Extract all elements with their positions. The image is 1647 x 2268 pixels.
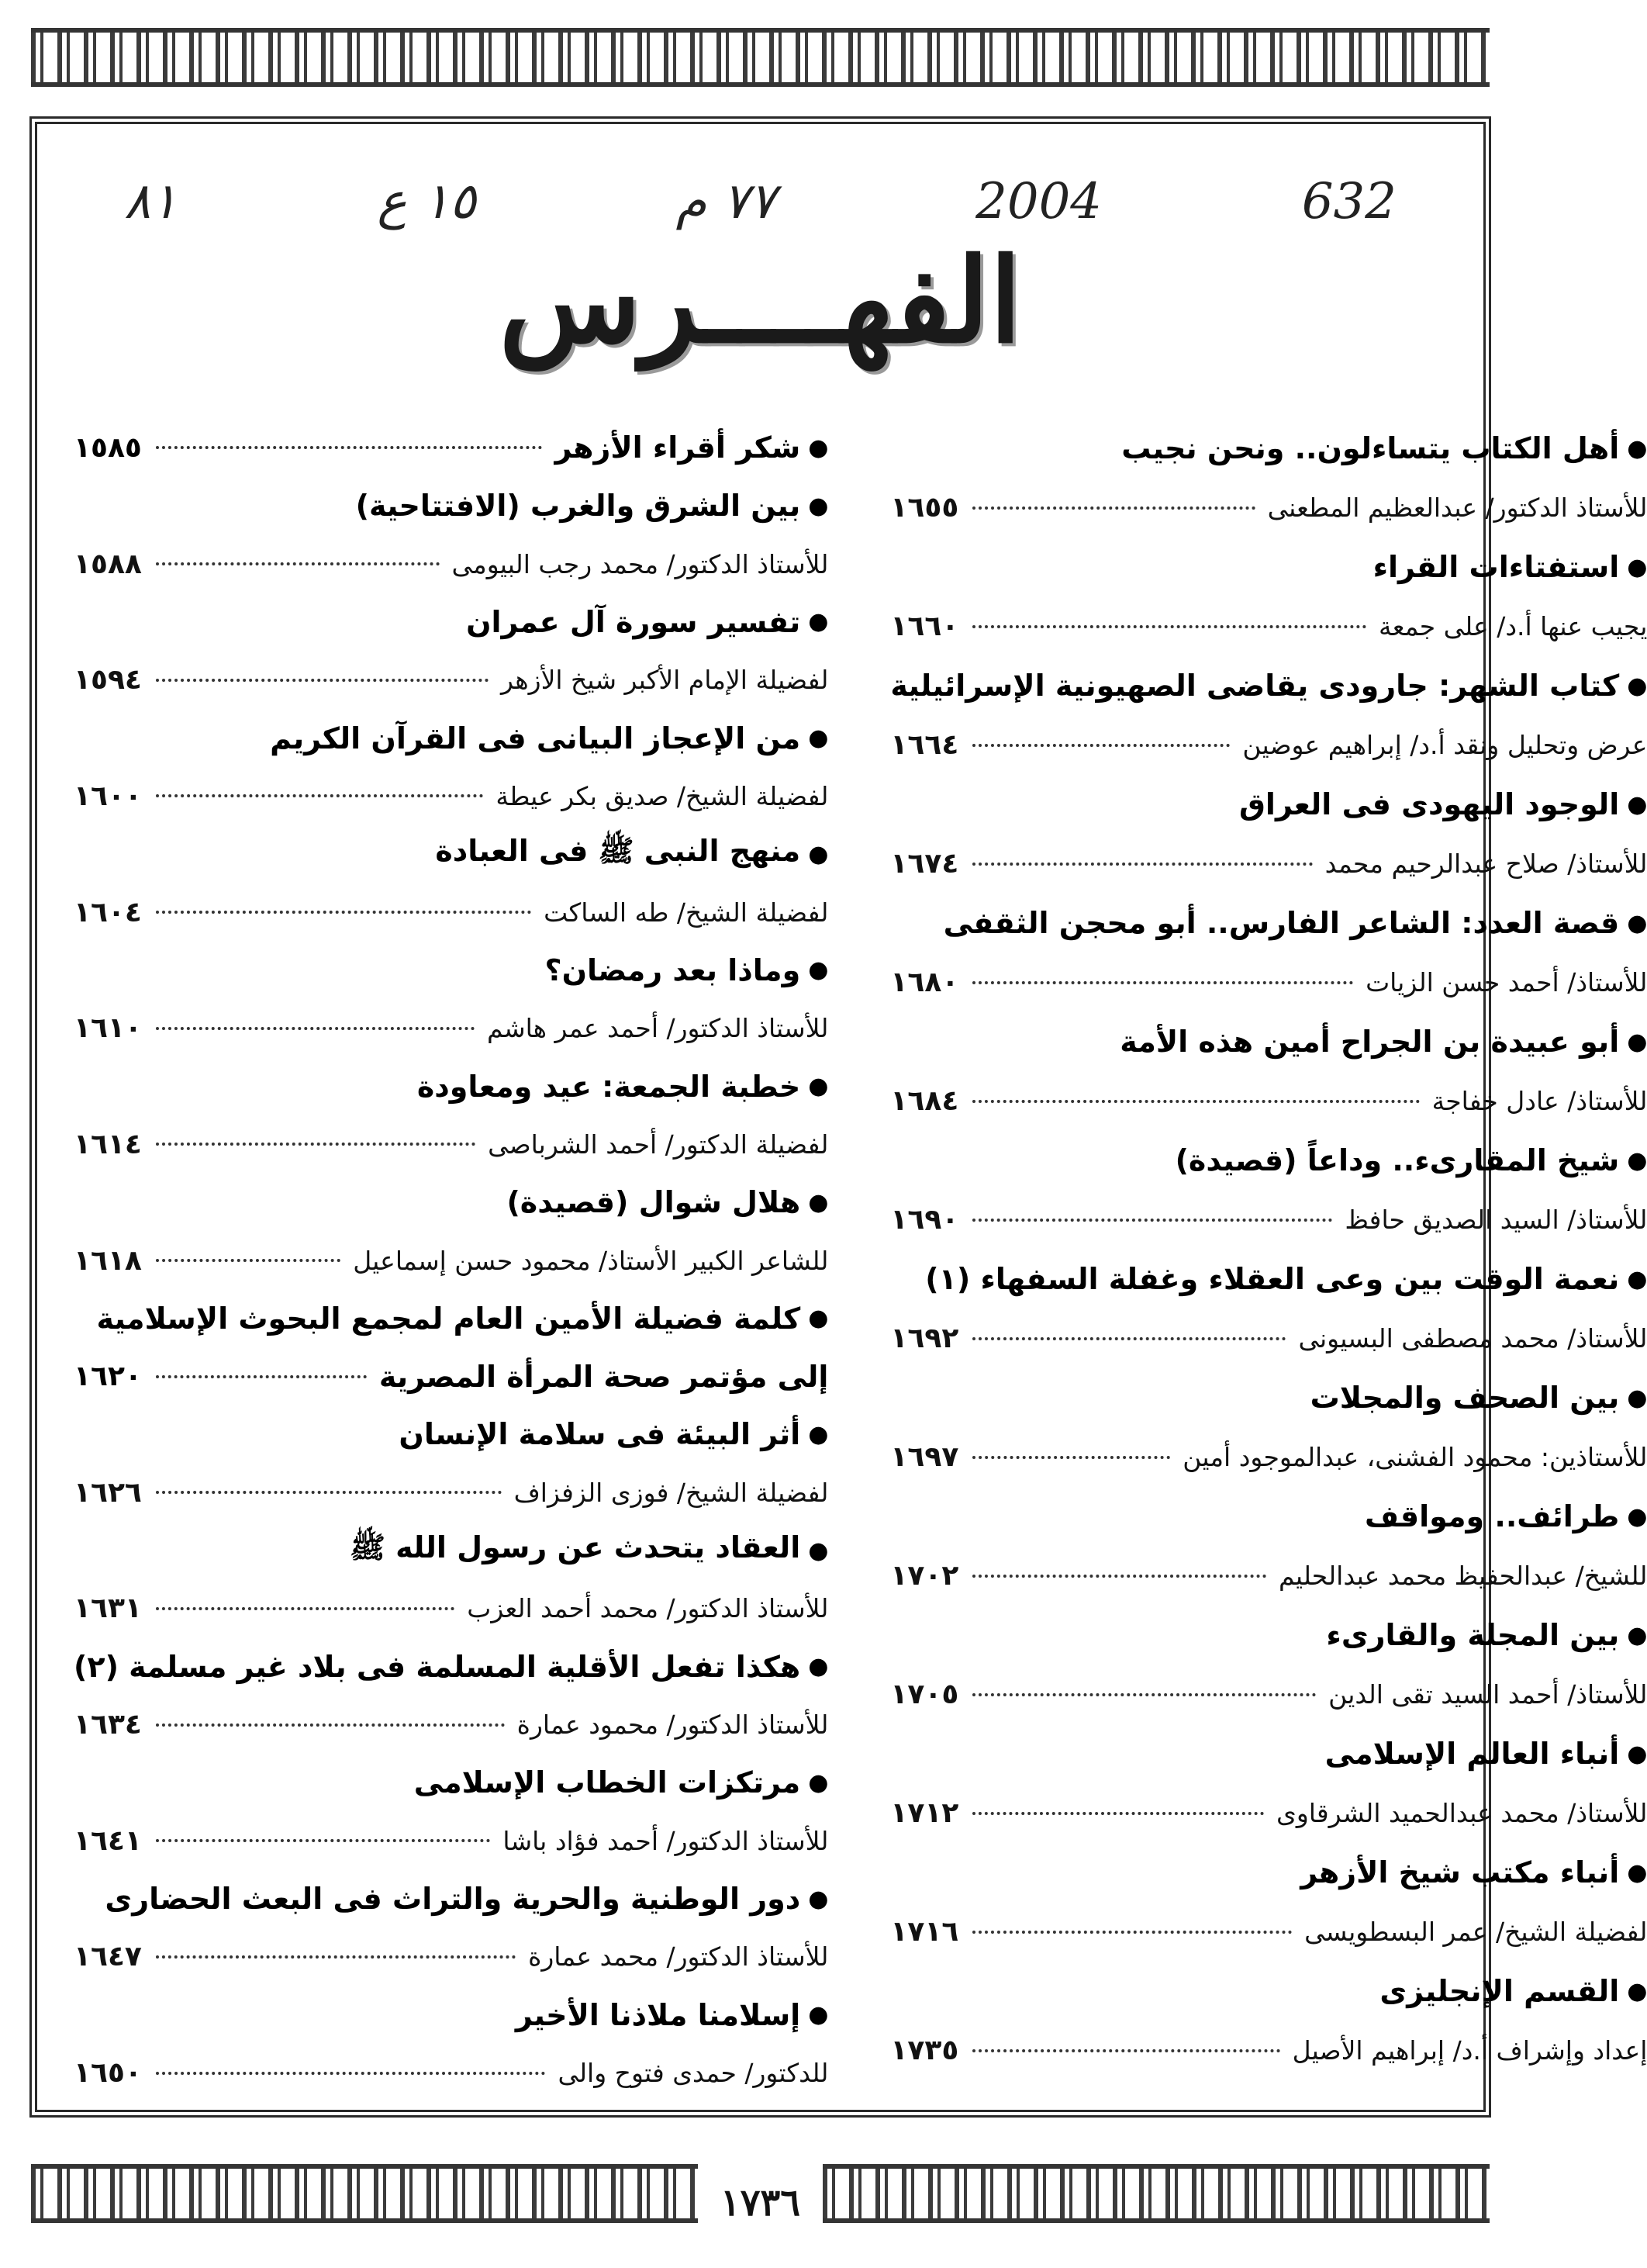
leader-dots — [156, 1839, 490, 1842]
toc-entry-text: إلى مؤتمر صحة المرأة المصرية — [378, 1359, 829, 1394]
bullet-icon: ● — [1627, 1028, 1647, 1056]
toc-entry-text: طرائف.. ومواقف — [1365, 1499, 1620, 1534]
toc-entry-title — [74, 1522, 828, 1580]
toc-entry-title — [74, 477, 828, 535]
toc-page-number: ١٦٠٤ — [74, 896, 142, 928]
toc-entry-text: من الإعجاز البيانى فى القرآن الكريم — [270, 721, 801, 755]
toc-entry-title — [74, 1174, 828, 1232]
leader-dots — [972, 1100, 1419, 1103]
toc-entry-title — [890, 1131, 1647, 1191]
toc-entry-text: كتاب الشهر: جارودى يقاضى الصهيونية الإسرائيلية — [890, 669, 1620, 704]
bullet-icon: ● — [1627, 434, 1647, 462]
toc-page-number: ١٦١٠ — [74, 1012, 142, 1045]
toc-entry-author — [890, 1191, 1647, 1250]
toc-entry-title — [890, 1368, 1647, 1428]
toc-page-number: ١٦٦٤ — [890, 729, 959, 762]
bullet-icon: ● — [1627, 1977, 1647, 2005]
toc-page-number: ١٦٥٥ — [890, 492, 959, 524]
bullet-icon: ● — [808, 1305, 829, 1333]
bullet-icon: ● — [808, 1073, 829, 1101]
bullet-icon: ● — [808, 1188, 829, 1216]
handwritten-notes — [124, 163, 1397, 240]
toc-entry-author — [890, 479, 1647, 538]
toc-page-number: ١٧١٢ — [890, 1797, 959, 1830]
toc-entry-text: للأستاذ الدكتور/ محمد رجب البيومى — [451, 548, 829, 579]
toc-entry-text: للأستاذ/ أحمد حسن الزيات — [1366, 967, 1647, 998]
bullet-icon: ● — [808, 434, 829, 462]
toc-column-left — [890, 419, 1647, 2102]
leader-dots — [972, 2049, 1279, 2052]
leader-dots — [156, 911, 531, 914]
toc-entry-title — [74, 1057, 828, 1115]
leader-dots — [156, 562, 440, 565]
toc-entry-author — [74, 1812, 828, 1870]
toc-entry-author — [74, 767, 828, 825]
leader-dots — [156, 794, 483, 797]
toc-entry-title — [890, 1250, 1647, 1309]
toc-entry-text: للأستاذ الدكتور/ محمود عمارة — [516, 1710, 829, 1741]
toc-page-number: ١٦٨٤ — [890, 1085, 959, 1118]
toc-page-number: ١٦١٤ — [74, 1128, 142, 1160]
toc-column-right — [74, 419, 828, 2102]
toc-entry-title — [74, 709, 828, 767]
toc-entry-text: للأستاذ الدكتور/ محمد عمارة — [528, 1941, 829, 1972]
toc-entry-text: قصة العدد: الشاعر الفارس.. أبو محجن الثقفى — [943, 906, 1620, 941]
toc-page-number: ١٧٠٢ — [890, 1560, 959, 1592]
toc-page-number: ١٦٦٠ — [890, 610, 959, 643]
toc-entry-text: هلال شوال (قصيدة) — [506, 1185, 801, 1220]
leader-dots — [972, 1812, 1264, 1815]
toc-entry-text: للأستاذ الدكتور/ أحمد عمر هاشم — [487, 1013, 829, 1044]
toc-entry-text: أنباء مكتب شيخ الأزهر — [1300, 1855, 1620, 1890]
toc-entry-author — [74, 1696, 828, 1754]
toc-entry-title — [74, 825, 828, 883]
toc-entry-title — [890, 1843, 1647, 1903]
toc-entry-text: العقاد يتحدث عن رسول الله ﷺ — [349, 1530, 801, 1564]
handwritten-note: 632 — [1301, 173, 1397, 230]
toc-entry-author — [890, 1072, 1647, 1132]
page-title: الفهــــرس — [499, 233, 1022, 369]
bullet-icon: ● — [808, 1420, 829, 1448]
toc-entry-text: منهج النبى ﷺ فى العبادة — [435, 833, 801, 868]
toc-page-number: ١٦٩٧ — [890, 1441, 959, 1474]
toc-entry-author — [890, 1547, 1647, 1606]
toc-entry-text: القسم الإنجليزى — [1379, 1974, 1620, 2009]
toc-page-number: ١٥٩٤ — [74, 664, 142, 697]
toc-entry-title — [890, 775, 1647, 835]
leader-dots — [156, 2072, 545, 2075]
leader-dots — [972, 506, 1255, 510]
toc-entry-text: بين الصحف والمجلات — [1310, 1381, 1620, 1416]
toc-page-number: ١٦٠٠ — [74, 780, 142, 812]
toc-entry-author — [890, 1665, 1647, 1725]
toc-entry-author — [890, 597, 1647, 657]
toc-entry-text: شيخ المقارىء.. وداعاً (قصيدة) — [1175, 1143, 1620, 1178]
toc-entry-title — [74, 593, 828, 651]
toc-entry-text: بين الشرق والغرب (الافتتاحية) — [355, 489, 801, 524]
bullet-icon: ● — [1627, 1384, 1647, 1412]
leader-dots — [972, 1337, 1286, 1340]
toc-entry-text: لفضيلة الإمام الأكبر شيخ الأزهر — [501, 665, 829, 696]
bullet-icon: ● — [808, 1885, 829, 1913]
toc-entry-text: أهل الكتاب يتساءلون.. ونحن نجيب — [1121, 431, 1620, 466]
footer-page-number: ١٧٣٦ — [720, 2181, 801, 2225]
bullet-icon: ● — [1627, 909, 1647, 937]
leader-dots — [156, 1143, 475, 1146]
toc-entry-title — [74, 1405, 828, 1464]
toc-entry-text: بين المجلة والقارىء — [1326, 1618, 1620, 1653]
toc-page-number: ١٦٢٦ — [74, 1476, 142, 1509]
bullet-icon: ● — [1627, 790, 1647, 818]
toc-entry-author — [74, 1115, 828, 1174]
toc-entry-text: للأستاذ/ أحمد السيد تقى الدين — [1328, 1679, 1647, 1710]
leader-dots — [972, 1219, 1332, 1222]
toc-page-number: ١٦٢٠ — [74, 1360, 142, 1393]
bullet-icon: ● — [1627, 1502, 1647, 1530]
toc-page-number: ١٥٨٨ — [74, 548, 142, 580]
toc-page-number: ١٦٨٠ — [890, 966, 959, 999]
toc-entry-author — [890, 835, 1647, 894]
toc-entry-text: للأستاذ/ محمد مصطفى البسيونى — [1298, 1323, 1647, 1354]
toc-entry-author — [74, 883, 828, 942]
toc-entry-text: كلمة فضيلة الأمين العام لمجمع البحوث الإسلامية — [96, 1301, 801, 1336]
leader-dots — [156, 1955, 516, 1959]
toc-entry-title — [890, 1606, 1647, 1665]
bullet-icon: ● — [808, 840, 829, 868]
toc-entry-text: هكذا تفعل الأقلية المسلمة فى بلاد غير مسلمة (٢) — [74, 1649, 801, 1684]
bullet-icon: ● — [808, 2001, 829, 2029]
toc-entry-title — [890, 538, 1647, 597]
bullet-icon: ● — [808, 724, 829, 752]
toc-entry-text: وماذا بعد رمضان؟ — [544, 952, 801, 987]
toc-entry-text: للأستاذين: محمود الفشنى، عبدالموجود أمين — [1183, 1442, 1647, 1473]
toc-entry-text: للشاعر الكبير الأستاذ/ محمود حسن إسماعيل — [353, 1245, 829, 1276]
top-ornament-border — [31, 28, 1490, 87]
toc-columns — [74, 419, 1647, 2102]
leader-dots — [156, 1723, 505, 1727]
toc-entry-text: لفضيلة الشيخ/ عمر البسطويسى — [1304, 1917, 1647, 1948]
handwritten-note: 2004 — [975, 173, 1103, 230]
toc-entry-author — [74, 535, 828, 593]
toc-entry-text: للأستاذ الدكتور/ أحمد فؤاد باشا — [502, 1825, 829, 1856]
toc-entry-text: خطبة الجمعة: عيد ومعاودة — [416, 1069, 801, 1104]
toc-entry-title — [74, 1637, 828, 1696]
handwritten-note: ٨١ — [124, 173, 178, 230]
toc-entry-text: للأستاذ الدكتور/ عبدالعظيم المطعنى — [1267, 493, 1647, 524]
toc-page-number: ١٦٣٤ — [74, 1709, 142, 1741]
bullet-icon: ● — [808, 608, 829, 636]
toc-entry-author — [890, 1309, 1647, 1369]
toc-entry-author — [890, 1903, 1647, 1962]
toc-entry-author — [74, 1928, 828, 1986]
bullet-icon: ● — [1627, 1265, 1647, 1293]
toc-entry-author — [890, 1428, 1647, 1488]
toc-page-number: ١٦٩٢ — [890, 1322, 959, 1355]
toc-page-number: ١٦٤٧ — [74, 1941, 142, 1973]
handwritten-note: ٧٧ م — [675, 173, 776, 230]
toc-entry-text: عرض وتحليل ونقد أ.د/ إبراهيم عوضين — [1242, 730, 1647, 761]
toc-entry-author — [890, 1784, 1647, 1844]
bullet-icon: ● — [808, 1537, 829, 1564]
toc-entry-text: الوجود اليهودى فى العراق — [1238, 787, 1620, 822]
toc-entry-text: أثر البيئة فى سلامة الإنسان — [399, 1417, 801, 1452]
toc-entry-author — [74, 1464, 828, 1522]
toc-entry-title — [890, 1012, 1647, 1072]
toc-entry-text: للدكتور/ حمدى فتوح والى — [558, 2058, 829, 2089]
toc-entry-text: إسلامنا ملاذنا الأخير — [515, 1997, 801, 2032]
toc-entry-text: مرتكزات الخطاب الإسلامى — [413, 1765, 801, 1800]
bullet-icon: ● — [1627, 1858, 1647, 1886]
toc-entry-text: أنباء العالم الإسلامى — [1324, 1737, 1620, 1772]
toc-entry-author — [74, 1232, 828, 1290]
leader-dots — [156, 1027, 475, 1030]
toc-entry-text: يجيب عنها أ.د/ على جمعة — [1379, 611, 1647, 642]
bullet-icon: ● — [1627, 553, 1647, 581]
toc-entry-title — [890, 656, 1647, 716]
toc-entry-text: استفتاءات القراء — [1372, 550, 1620, 585]
toc-entry-text: دور الوطنية والحرية والتراث فى البعث الحضارى — [105, 1882, 801, 1917]
bullet-icon: ● — [1627, 1146, 1647, 1174]
bullet-icon: ● — [1627, 1621, 1647, 1649]
toc-entry-text: لفضيلة الشيخ/ طه الساكت — [544, 897, 829, 928]
leader-dots — [972, 625, 1366, 628]
leader-dots — [156, 1491, 502, 1494]
toc-entry-text: للأستاذ/ عادل خفاجة — [1431, 1086, 1647, 1117]
toc-entry-text: شكر أقراء الأزهر — [554, 430, 801, 465]
leader-dots — [972, 744, 1230, 747]
leader-dots — [972, 1693, 1316, 1696]
leader-dots — [972, 1575, 1266, 1578]
toc-entry-text: للشيخ/ عبدالحفيظ محمد عبدالحليم — [1278, 1561, 1647, 1592]
toc-entry-text: نعمة الوقت بين وعى العقلاء وغفلة السفهاء (١) — [925, 1262, 1620, 1297]
toc-entry-title — [890, 1724, 1647, 1784]
toc-page-number: ١٥٨٥ — [74, 431, 142, 464]
bullet-icon: ● — [1627, 1740, 1647, 1768]
leader-dots — [972, 981, 1353, 984]
bullet-icon: ● — [808, 1768, 829, 1796]
toc-entry-text: إعداد وإشراف أ.د/ إبراهيم الأصيل — [1292, 2035, 1647, 2066]
toc-page-number: ١٦٥٠ — [74, 2057, 142, 2090]
toc-entry-title — [74, 1986, 828, 2044]
leader-dots — [156, 1375, 367, 1378]
toc-entry-title — [74, 1870, 828, 1928]
toc-entry-title — [74, 941, 828, 999]
leader-dots — [972, 1931, 1292, 1934]
leader-dots — [156, 1607, 454, 1610]
toc-entry-author — [74, 1580, 828, 1638]
toc-entry-title — [890, 419, 1647, 479]
toc-entry-title — [890, 1962, 1647, 2021]
leader-dots — [156, 446, 542, 449]
leader-dots — [972, 863, 1312, 866]
toc-entry-text: للأستاذ/ محمد عبدالحميد الشرقاوى — [1276, 1798, 1647, 1829]
toc-entry-author — [74, 651, 828, 709]
toc-entry-author — [890, 2021, 1647, 2081]
toc-entry-author — [74, 999, 828, 1057]
toc-entry-text: للأستاذ الدكتور/ محمد أحمد العزب — [467, 1593, 829, 1624]
leader-dots — [972, 1456, 1170, 1459]
bullet-icon: ● — [808, 956, 829, 984]
toc-entry-text: لفضيلة الشيخ/ صديق بكر عيطة — [495, 780, 829, 811]
toc-entry-text: للأستاذ/ صلاح عبدالرحيم محمد — [1324, 849, 1647, 880]
toc-entry-title — [74, 1754, 828, 1812]
bullet-icon: ● — [808, 1653, 829, 1681]
toc-entry-title — [74, 1347, 828, 1405]
toc-entry-author — [890, 953, 1647, 1013]
leader-dots — [156, 679, 489, 682]
toc-entry-text: للأستاذ/ السيد الصديق حافظ — [1345, 1205, 1647, 1236]
toc-page-number: ١٧٣٥ — [890, 2035, 959, 2067]
toc-entry-text: لفضيلة الدكتور/ أحمد الشرباصى — [488, 1129, 829, 1160]
bullet-icon: ● — [1627, 672, 1647, 700]
toc-entry-text: تفسير سورة آل عمران — [466, 604, 801, 639]
toc-entry-title — [890, 1487, 1647, 1547]
toc-page-number: ١٦٣١ — [74, 1592, 142, 1625]
toc-page-number: ١٦٩٠ — [890, 1204, 959, 1236]
toc-page-number: ١٦٧٤ — [890, 848, 959, 880]
bullet-icon: ● — [808, 492, 829, 520]
leader-dots — [156, 1259, 340, 1262]
toc-page-number: ١٦٤١ — [74, 1824, 142, 1857]
toc-page-number: ١٧٠٥ — [890, 1679, 959, 1711]
toc-entry-text: لفضيلة الشيخ/ فوزى الزفزاف — [513, 1477, 829, 1508]
toc-page-number: ١٦١٨ — [74, 1244, 142, 1277]
toc-entry-title — [74, 419, 828, 477]
toc-page-number: ١٧١٦ — [890, 1916, 959, 1948]
toc-entry-text: أبو عبيدة بن الجراح أمين هذه الأمة — [1120, 1025, 1620, 1060]
handwritten-note: ١٥ ع — [377, 173, 476, 230]
toc-entry-title — [890, 894, 1647, 953]
toc-entry-title — [74, 1289, 828, 1347]
toc-entry-author — [890, 716, 1647, 776]
toc-entry-author — [74, 2044, 828, 2102]
